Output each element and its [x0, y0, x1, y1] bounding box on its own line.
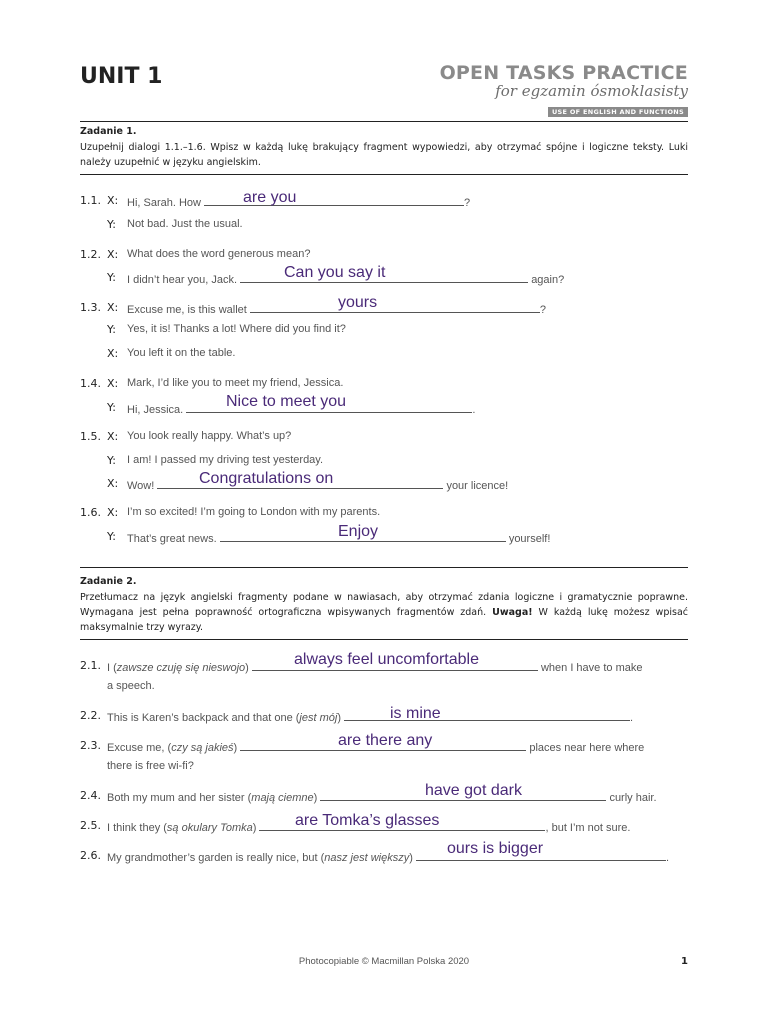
item-number: 2.6. — [80, 849, 101, 862]
handwritten-answer: is mine — [390, 705, 441, 722]
speaker-label: X: — [107, 194, 119, 207]
sentence-text: . — [665, 852, 670, 864]
sentence-text: ) — [337, 712, 341, 724]
item-number: 1.5. — [80, 430, 101, 443]
handwritten-answer: Can you say it — [284, 264, 386, 281]
speaker-label: Y: — [107, 323, 116, 336]
handwritten-answer: are you — [243, 189, 297, 206]
footer-copyright: Photocopiable © Macmillan Polska 2020 — [298, 956, 470, 967]
sentence-text: , but I’m not sure. — [545, 822, 631, 834]
speaker-label: X: — [107, 506, 119, 519]
speaker-label: Y: — [107, 401, 116, 414]
sentence-text: ) — [233, 742, 238, 754]
speaker-label: X: — [107, 430, 119, 443]
line-text: yourself! — [508, 533, 551, 545]
series-title: OPEN TASKS PRACTICE — [439, 62, 688, 84]
task1-instructions: Uzupełnij dialogi 1.1.–1.6. Wpisz w każdą lukę brakujący fragment wypowiedzi, aby otrzymać spójne i logiczne teksty. Luki należy uzupełnić w języku angielskim. — [80, 142, 688, 168]
handwritten-answer: Enjoy — [338, 523, 379, 540]
sentence-text: I think they ( — [107, 822, 167, 834]
handwritten-answer: are there any — [338, 732, 433, 749]
sentence-text: ) — [252, 822, 257, 834]
speaker-label: X: — [107, 477, 119, 490]
speaker-label: X: — [107, 248, 119, 261]
speaker-label: X: — [107, 347, 119, 360]
sentence-text: curly hair. — [609, 792, 657, 804]
section-tag: USE OF ENGLISH AND FUNCTIONS — [548, 107, 688, 117]
item-number: 2.2. — [80, 709, 101, 722]
task2-divider — [80, 639, 688, 640]
speaker-label: Y: — [107, 218, 116, 231]
item-number: 2.3. — [80, 739, 101, 752]
handwritten-answer: yours — [338, 294, 378, 311]
dialogue-line: I am! I passed my driving test yesterday. — [127, 454, 324, 466]
speaker-label: X: — [107, 301, 119, 314]
page-number: 1 — [681, 956, 688, 967]
dialogue-line — [127, 301, 546, 316]
handwritten-answer: Congratulations on — [199, 470, 334, 487]
sentence-text: . — [630, 712, 634, 724]
sentence-text: Excuse me, ( — [107, 742, 172, 754]
handwritten-answer: Nice to meet you — [226, 393, 347, 410]
item-number: 1.3. — [80, 301, 101, 314]
item-number: 2.4. — [80, 789, 101, 802]
sentence-text: Both my mum and her sister ( — [107, 792, 252, 804]
task2-divider-top — [80, 567, 688, 568]
item-number: 1.4. — [80, 377, 101, 390]
polish-hint: czy są jakieś — [171, 742, 234, 754]
dialogue-line: You look really happy. What’s up? — [127, 430, 292, 442]
answer-blank[interactable] — [250, 301, 540, 313]
sentence-text: ) — [313, 792, 318, 804]
speaker-label: Y: — [107, 530, 116, 543]
item-number: 1.2. — [80, 248, 101, 261]
dialogue-line: Not bad. Just the usual. — [127, 218, 243, 230]
instructions-text: Przetłumacz na język angielski fragmenty podane w nawiasach, aby otrzymać zdania logiczne i gramatycznie poprawne. Wymagana jest pełna poprawność ortograficzna wpisywanych fragmentów zdań. — [80, 592, 688, 618]
dialogue-line: You left it on the table. — [127, 347, 236, 359]
line-text: . — [472, 404, 476, 416]
line-text: Excuse me, is this wallet — [127, 304, 247, 316]
polish-hint: są okulary Tomka — [166, 822, 253, 834]
handwritten-answer: are Tomka’s glasses — [295, 812, 440, 829]
line-text: Hi, Jessica. — [127, 404, 184, 416]
sentence-text: I ( — [107, 662, 117, 674]
unit-title: UNIT 1 — [80, 64, 163, 89]
line-text: I didn’t hear you, Jack. — [127, 274, 238, 286]
speaker-label: Y: — [107, 271, 116, 284]
item-number: 2.5. — [80, 819, 101, 832]
sentence-text: when I have to make — [540, 662, 643, 674]
sentence-text: My grandmother’s garden is really nice, but ( — [107, 852, 325, 864]
series-header — [440, 62, 688, 100]
dialogue-line: What does the word generous mean? — [127, 248, 311, 260]
dialogue-line: Mark, I’d like you to meet my friend, Jessica. — [127, 377, 344, 389]
line-text: again? — [531, 274, 565, 286]
polish-hint: nasz jest większy — [324, 852, 410, 864]
handwritten-answer: always feel uncomfortable — [294, 651, 479, 668]
sentence-line — [107, 789, 657, 804]
line-text: ? — [464, 197, 471, 209]
answer-blank[interactable] — [344, 709, 630, 721]
sentence-continuation: there is free wi-fi? — [107, 760, 194, 772]
handwritten-answer: have got dark — [425, 782, 522, 799]
line-text: That’s great news. — [127, 533, 217, 545]
dialogue-line — [127, 194, 470, 209]
polish-hint: jest mój — [299, 712, 338, 724]
sentence-text: ) — [409, 852, 413, 864]
line-text: ? — [539, 304, 547, 316]
sentence-text: This is Karen’s backpack and that one ( — [107, 712, 300, 724]
sentence-continuation: a speech. — [107, 680, 155, 692]
polish-hint: zawsze czuję się nieswojo — [116, 662, 246, 674]
header-divider — [80, 121, 688, 122]
series-subtitle: for egzamin ósmoklasisty — [495, 82, 688, 100]
handwritten-answer: ours is bigger — [447, 840, 544, 857]
item-number: 2.1. — [80, 659, 101, 672]
speaker-label: X: — [107, 377, 119, 390]
item-number: 1.1. — [80, 194, 101, 207]
speaker-label: Y: — [107, 454, 116, 467]
task1-divider — [80, 174, 688, 175]
instructions-text: W każdą lukę możesz wpisać maksymalnie trzy wyrazy. — [80, 607, 688, 633]
dialogue-line: Yes, it is! Thanks a lot! Where did you find it? — [127, 323, 346, 335]
sentence-line — [107, 709, 633, 724]
sentence-text: places near here where — [529, 742, 645, 754]
dialogue-line: I’m so excited! I’m going to London with my parents. — [127, 506, 381, 518]
warning-label: Uwaga! — [492, 607, 533, 618]
task1-title: Zadanie 1. — [80, 126, 137, 137]
item-number: 1.6. — [80, 506, 101, 519]
sentence-line — [107, 849, 669, 864]
sentence-text: ) — [245, 662, 249, 674]
task2-instructions — [80, 590, 688, 635]
line-text: your licence! — [446, 480, 509, 492]
polish-hint: mają ciemne — [251, 792, 314, 804]
line-text: Hi, Sarah. How — [127, 197, 201, 209]
task2-title: Zadanie 2. — [80, 576, 137, 587]
line-text: Wow! — [127, 480, 155, 492]
